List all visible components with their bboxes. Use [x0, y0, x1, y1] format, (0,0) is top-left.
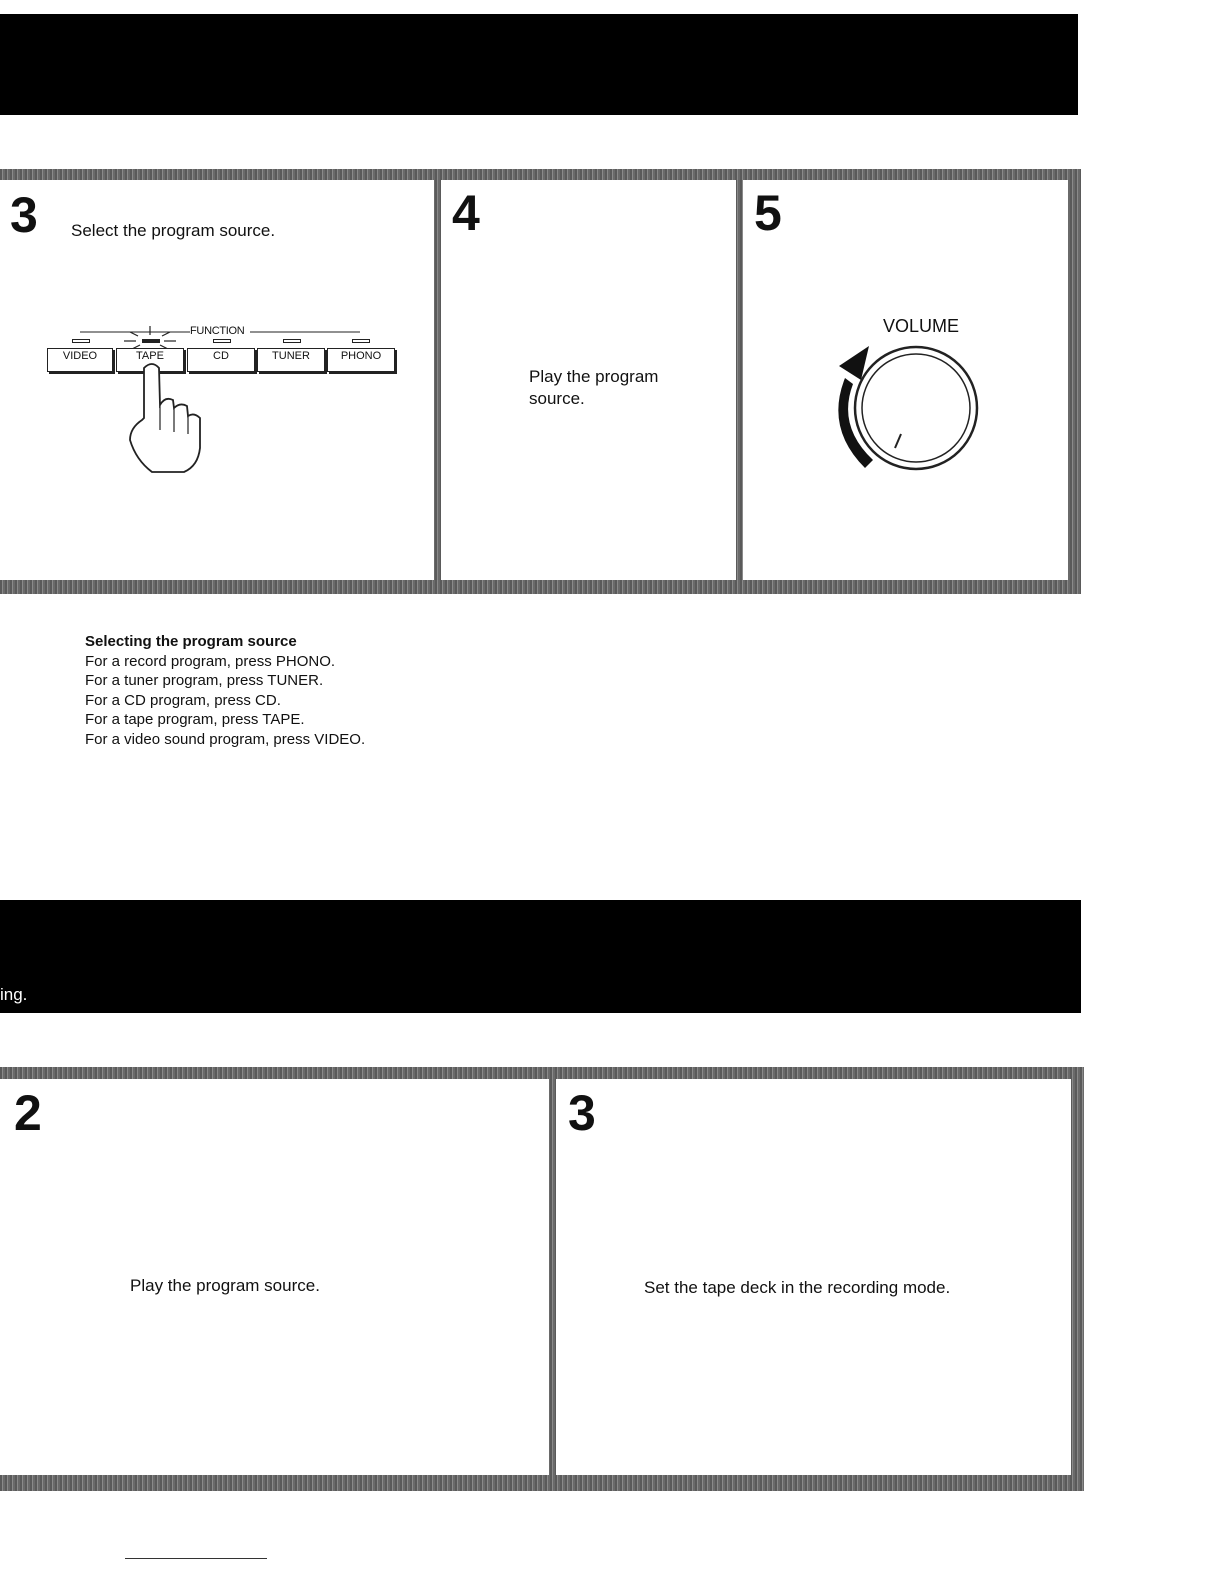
footer-rule: [125, 1558, 267, 1559]
function-label: FUNCTION: [190, 325, 245, 337]
notes-line: For a tuner program, press TUNER.: [85, 672, 324, 690]
step-number: 3: [568, 1085, 596, 1141]
cd-button[interactable]: CD: [187, 348, 255, 372]
phono-indicator-led: [352, 339, 370, 343]
instruction-line: source.: [529, 389, 585, 409]
step-number: 4: [452, 185, 480, 241]
notes-line: For a video sound program, press VIDEO.: [85, 730, 366, 748]
step-instruction: Play the program source.: [130, 1276, 320, 1295]
step-number: 3: [10, 187, 38, 243]
pointing-hand-icon: [122, 360, 212, 480]
instruction-line: Play the program: [529, 367, 659, 386]
phono-button[interactable]: PHONO: [327, 348, 395, 372]
tuner-button[interactable]: TUNER: [257, 348, 325, 372]
notes-line: For a tape program, press TAPE.: [85, 711, 305, 729]
video-button[interactable]: VIDEO: [47, 348, 113, 372]
notes-heading: Selecting the program source: [85, 633, 297, 650]
header-band: [0, 14, 1078, 115]
step-number: 5: [754, 185, 782, 241]
video-indicator-led: [72, 339, 90, 343]
notes-line: For a CD program, press CD.: [85, 691, 281, 709]
program-source-notes: [85, 632, 365, 750]
tape-button[interactable]: TAPE: [116, 348, 184, 372]
step-number: 2: [14, 1085, 42, 1141]
step-instruction: [529, 366, 658, 410]
volume-label: VOLUME: [883, 316, 960, 336]
notes-line: For a record program, press PHONO.: [85, 652, 336, 670]
cd-indicator-led: [213, 339, 231, 343]
step-instruction: Set the tape deck in the recording mode.: [644, 1278, 951, 1297]
volume-knob-icon[interactable]: [825, 338, 990, 478]
section-band: [0, 900, 1081, 1013]
tuner-indicator-led: [283, 339, 301, 343]
step-instruction: Select the program source.: [71, 221, 276, 240]
section-band-text: ing.: [0, 985, 28, 1004]
